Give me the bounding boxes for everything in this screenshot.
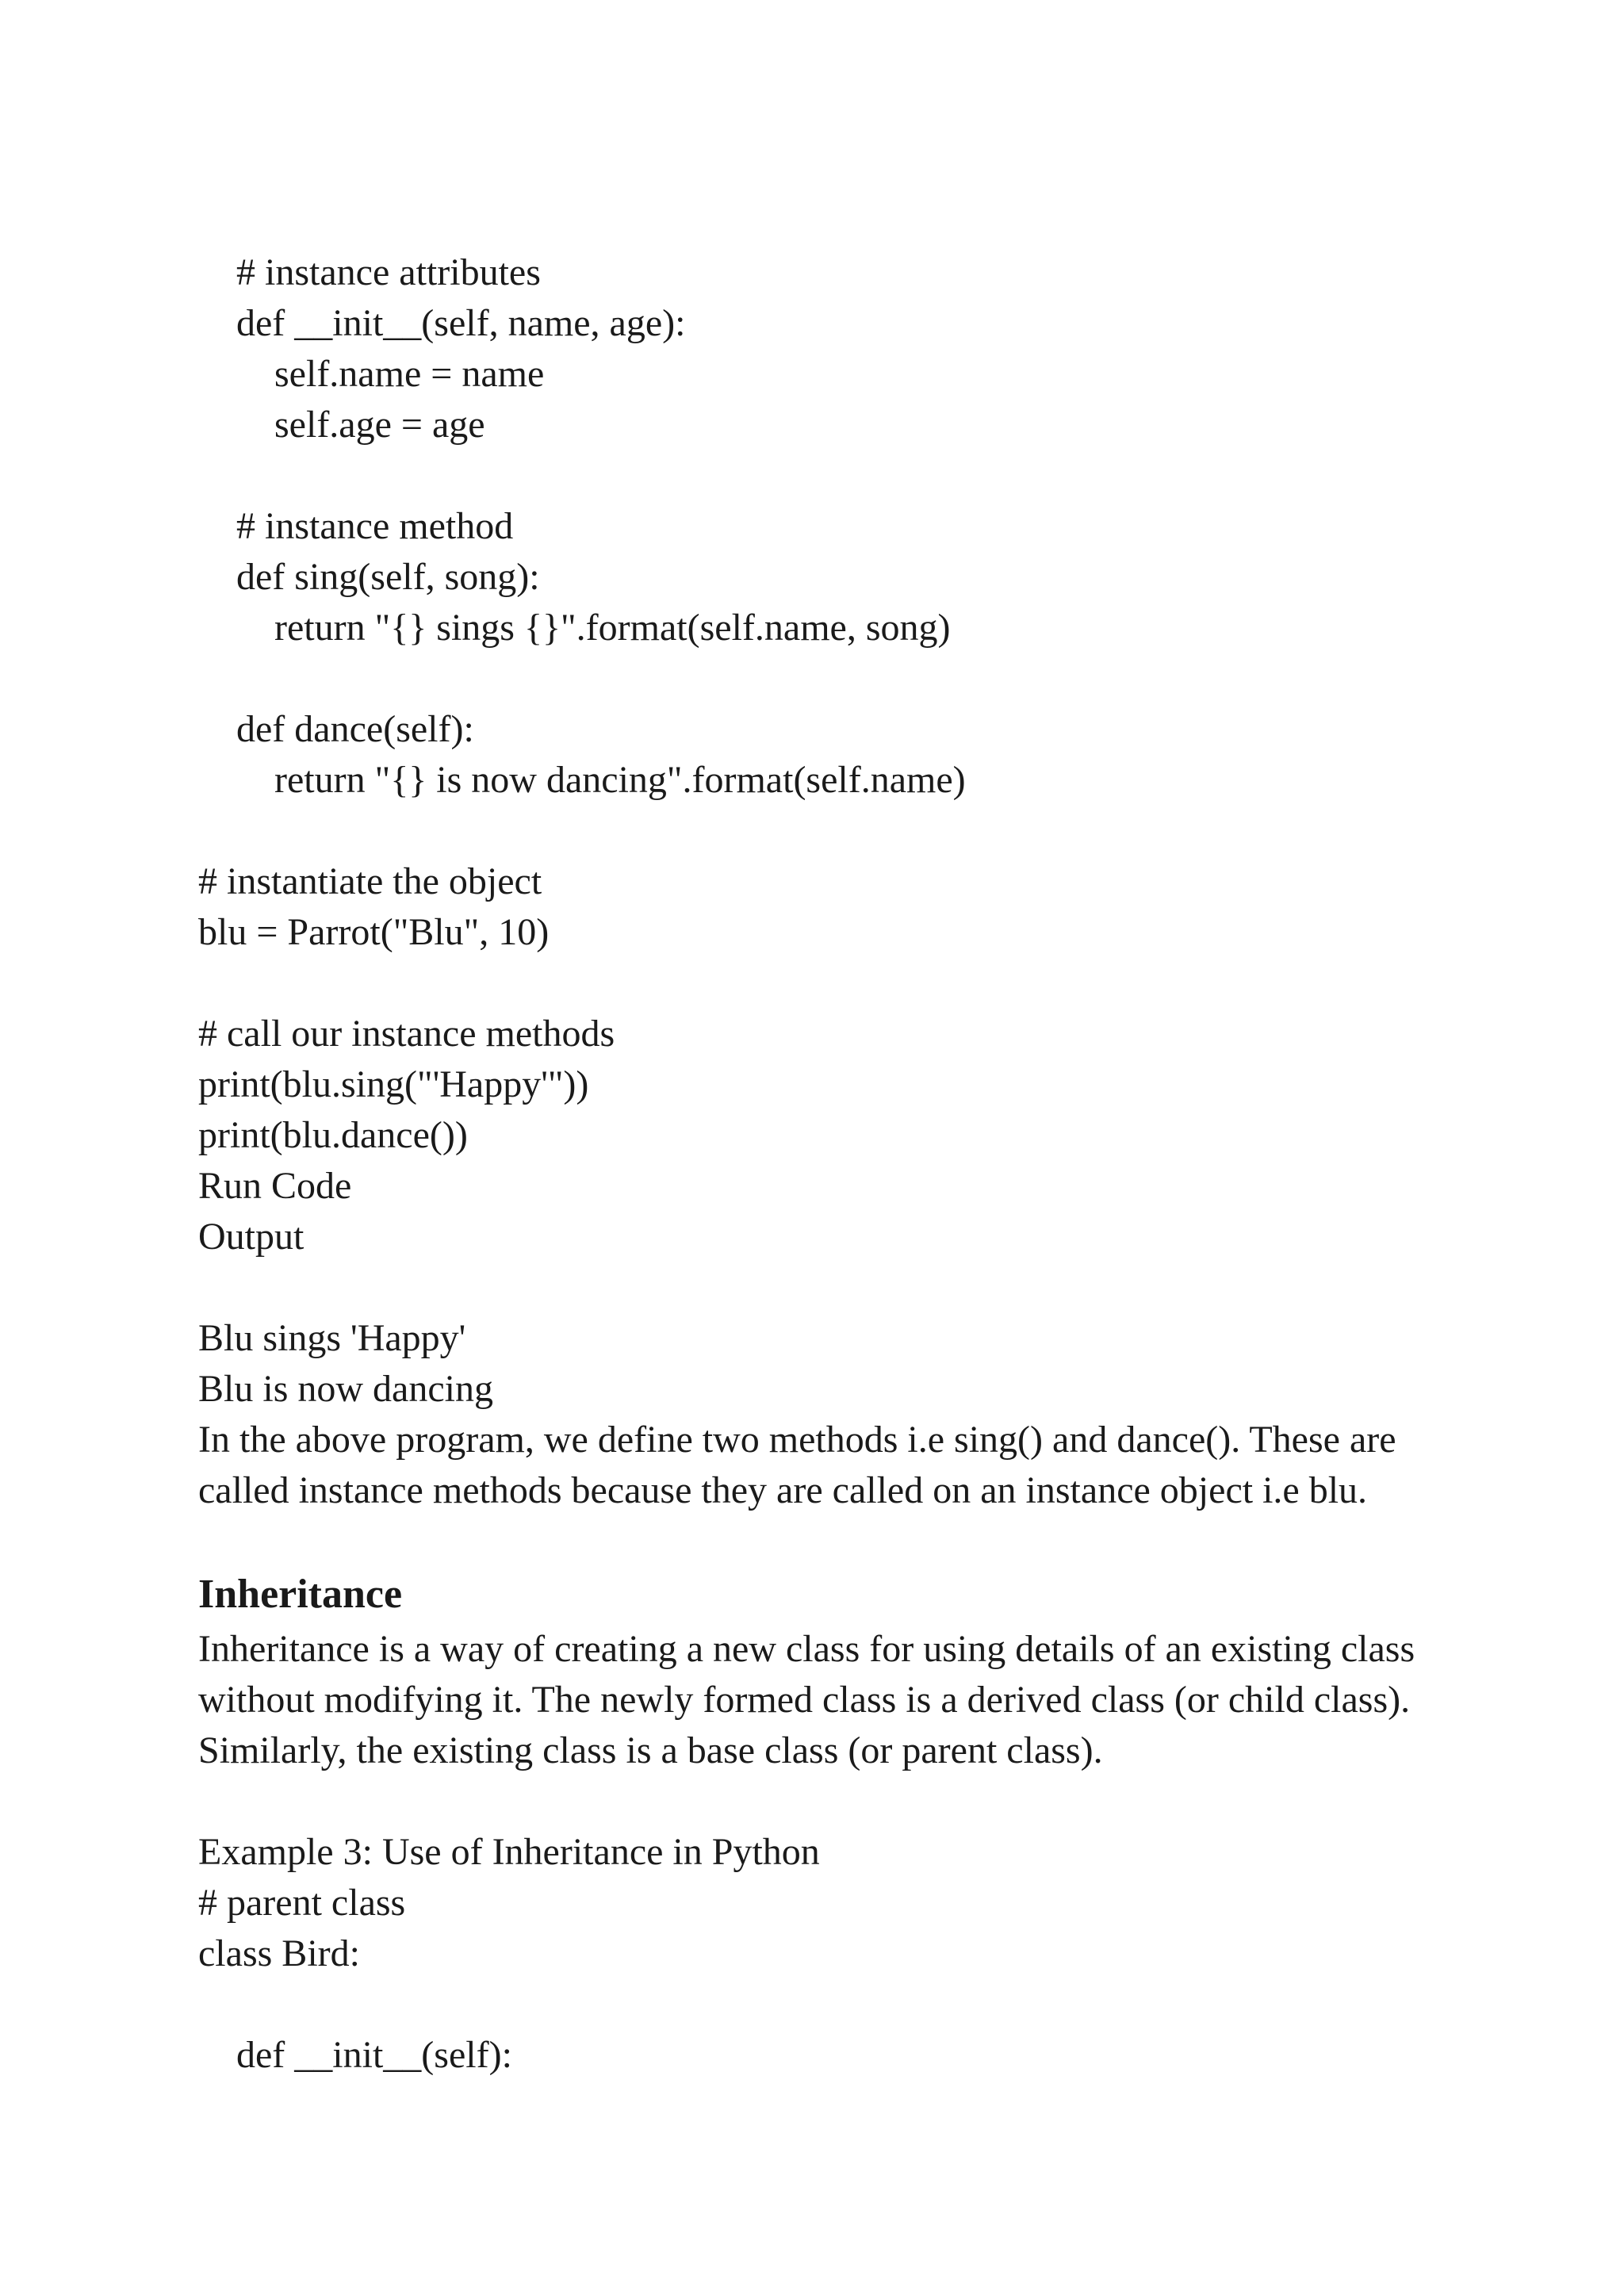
paragraph-text-line: called instance methods because they are called on an instance object i.e blu.: [198, 1469, 1368, 1511]
code-line-self-age: self.age = age: [274, 404, 485, 446]
paragraph-text-line: without modifying it. The newly formed class is a derived class (or child class).: [198, 1679, 1411, 1721]
paragraph-text-line: Similarly, the existing class is a base class (or parent class).: [198, 1729, 1103, 1771]
code-line-class-bird: class Bird:: [198, 1932, 360, 1974]
code-line-dance-def: def dance(self):: [236, 708, 474, 750]
paragraph-text-line: Inheritance is a way of creating a new class for using details of an existing class: [198, 1628, 1415, 1670]
code-line-sing-def: def sing(self, song):: [236, 556, 540, 598]
section-heading-inheritance: Inheritance: [198, 1572, 403, 1617]
output-line-dance: Blu is now dancing: [198, 1368, 493, 1410]
code-line-dance-return: return "{} is now dancing".format(self.name): [274, 759, 966, 801]
code-comment-call-methods: # call our instance methods: [198, 1013, 615, 1055]
code-comment-instance-attributes: # instance attributes: [236, 251, 541, 293]
paragraph-text-line: In the above program, we define two methods i.e sing() and dance(). These are: [198, 1419, 1396, 1461]
output-line-sing: Blu sings 'Happy': [198, 1317, 466, 1359]
output-label: Output: [198, 1216, 304, 1258]
run-code-label: Run Code: [198, 1165, 352, 1207]
code-line-self-name: self.name = name: [274, 353, 545, 395]
example-title: Example 3: Use of Inheritance in Python: [198, 1831, 820, 1873]
code-line-bird-init: def __init__(self):: [236, 2034, 512, 2076]
code-comment-parent-class: # parent class: [198, 1882, 406, 1924]
code-comment-instance-method: # instance method: [236, 505, 514, 547]
code-comment-instantiate: # instantiate the object: [198, 860, 542, 902]
code-line-sing-return: return "{} sings {}".format(self.name, song): [274, 607, 951, 649]
code-line-print-dance: print(blu.dance()): [198, 1114, 468, 1156]
code-line-print-sing: print(blu.sing("'Happy'")): [198, 1063, 589, 1105]
code-line-init-def: def __init__(self, name, age):: [236, 302, 686, 344]
code-line-blu-assign: blu = Parrot("Blu", 10): [198, 911, 550, 953]
